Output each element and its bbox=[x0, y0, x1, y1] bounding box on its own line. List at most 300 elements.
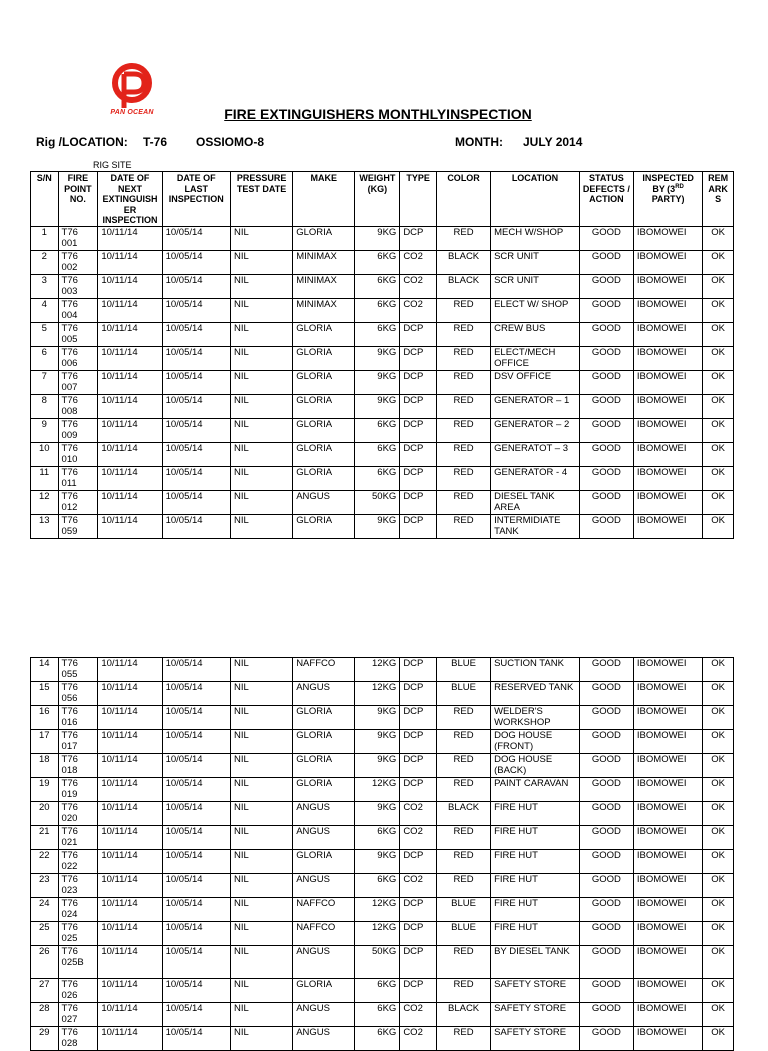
last-inspection-cell: 10/05/14 bbox=[162, 394, 230, 418]
last-inspection-cell: 10/05/14 bbox=[162, 442, 230, 466]
color-cell: RED bbox=[437, 706, 491, 730]
type-cell: DCP bbox=[400, 946, 437, 979]
type-cell: CO2 bbox=[400, 826, 437, 850]
last-inspection-cell: 10/05/14 bbox=[162, 874, 230, 898]
next-inspection-cell: 10/11/14 bbox=[98, 394, 162, 418]
sn-cell: 5 bbox=[31, 322, 59, 346]
sn-cell: 28 bbox=[31, 1003, 59, 1027]
last-inspection-cell: 10/05/14 bbox=[162, 250, 230, 274]
remarks-cell: OK bbox=[703, 682, 734, 706]
location-cell: FIRE HUT bbox=[491, 826, 580, 850]
status-cell: GOOD bbox=[579, 1027, 633, 1051]
last-inspection-cell: 10/05/14 bbox=[162, 979, 230, 1003]
table-row bbox=[31, 322, 734, 346]
last-inspection-cell: 10/05/14 bbox=[162, 418, 230, 442]
status-cell: GOOD bbox=[579, 394, 633, 418]
weight-cell: 6KG bbox=[355, 979, 400, 1003]
table-row bbox=[31, 754, 734, 778]
table-row bbox=[31, 922, 734, 946]
inspection-table-2 bbox=[30, 657, 734, 1051]
table-row bbox=[31, 514, 734, 538]
fire-point-cell: T76 008 bbox=[58, 394, 98, 418]
next-inspection-cell: 10/11/14 bbox=[98, 946, 162, 979]
pressure-test-cell: NIL bbox=[230, 658, 292, 682]
remarks-cell: OK bbox=[703, 850, 734, 874]
next-inspection-cell: 10/11/14 bbox=[98, 802, 162, 826]
status-cell: GOOD bbox=[579, 250, 633, 274]
inspected-by-cell: IBOMOWEI bbox=[633, 898, 702, 922]
type-cell: CO2 bbox=[400, 1027, 437, 1051]
pressure-test-cell: NIL bbox=[230, 250, 292, 274]
fire-point-cell: T76 026 bbox=[58, 979, 98, 1003]
color-cell: RED bbox=[437, 418, 491, 442]
status-cell: GOOD bbox=[579, 346, 633, 370]
remarks-cell: OK bbox=[703, 1027, 734, 1051]
inspected-by-cell: IBOMOWEI bbox=[633, 466, 702, 490]
col-header-weight: WEIGHT (KG) bbox=[355, 172, 400, 227]
status-cell: GOOD bbox=[579, 274, 633, 298]
col-header-status: STATUS DEFECTS / ACTION bbox=[579, 172, 633, 227]
logo-caption: PAN OCEAN bbox=[110, 109, 154, 116]
make-cell: GLORIA bbox=[293, 979, 355, 1003]
make-cell: ANGUS bbox=[293, 826, 355, 850]
pressure-test-cell: NIL bbox=[230, 442, 292, 466]
fire-point-cell: T76 028 bbox=[58, 1027, 98, 1051]
sn-cell: 7 bbox=[31, 370, 59, 394]
status-cell: GOOD bbox=[579, 682, 633, 706]
pressure-test-cell: NIL bbox=[230, 826, 292, 850]
table-row bbox=[31, 979, 734, 1003]
pressure-test-cell: NIL bbox=[230, 274, 292, 298]
color-cell: RED bbox=[437, 226, 491, 250]
type-cell: DCP bbox=[400, 466, 437, 490]
last-inspection-cell: 10/05/14 bbox=[162, 1027, 230, 1051]
remarks-cell: OK bbox=[703, 322, 734, 346]
remarks-cell: OK bbox=[703, 442, 734, 466]
weight-cell: 6KG bbox=[355, 1027, 400, 1051]
next-inspection-cell: 10/11/14 bbox=[98, 1027, 162, 1051]
fire-point-cell: T76 011 bbox=[58, 466, 98, 490]
remarks-cell: OK bbox=[703, 874, 734, 898]
next-inspection-cell: 10/11/14 bbox=[98, 922, 162, 946]
fire-point-cell: T76 016 bbox=[58, 706, 98, 730]
weight-cell: 6KG bbox=[355, 322, 400, 346]
color-cell: RED bbox=[437, 874, 491, 898]
fire-point-cell: T76 025 bbox=[58, 922, 98, 946]
weight-cell: 12KG bbox=[355, 778, 400, 802]
col-header-color: COLOR bbox=[437, 172, 491, 227]
table-row bbox=[31, 1027, 734, 1051]
make-cell: GLORIA bbox=[293, 466, 355, 490]
make-cell: ANGUS bbox=[293, 874, 355, 898]
table-row bbox=[31, 658, 734, 682]
rig-value: T-76 bbox=[143, 135, 168, 149]
next-inspection-cell: 10/11/14 bbox=[98, 346, 162, 370]
color-cell: RED bbox=[437, 346, 491, 370]
status-cell: GOOD bbox=[579, 442, 633, 466]
fire-point-cell: T76 020 bbox=[58, 802, 98, 826]
sn-cell: 6 bbox=[31, 346, 59, 370]
inspected-by-cell: IBOMOWEI bbox=[633, 922, 702, 946]
table-row bbox=[31, 490, 734, 514]
remarks-cell: OK bbox=[703, 658, 734, 682]
pressure-test-cell: NIL bbox=[230, 418, 292, 442]
status-cell: GOOD bbox=[579, 874, 633, 898]
pressure-test-cell: NIL bbox=[230, 922, 292, 946]
remarks-cell: OK bbox=[703, 778, 734, 802]
table-row bbox=[31, 946, 734, 979]
inspected-by-cell: IBOMOWEI bbox=[633, 1027, 702, 1051]
inspected-by-cell: IBOMOWEI bbox=[633, 418, 702, 442]
inspected-by-cell: IBOMOWEI bbox=[633, 706, 702, 730]
type-cell: CO2 bbox=[400, 298, 437, 322]
fire-point-cell: T76 055 bbox=[58, 658, 98, 682]
pressure-test-cell: NIL bbox=[230, 490, 292, 514]
status-cell: GOOD bbox=[579, 922, 633, 946]
sn-cell: 21 bbox=[31, 826, 59, 850]
inspected-by-cell: IBOMOWEI bbox=[633, 1003, 702, 1027]
fire-point-cell: T76 002 bbox=[58, 250, 98, 274]
col-header-fire-point: FIRE POINT NO. bbox=[58, 172, 98, 227]
status-cell: GOOD bbox=[579, 730, 633, 754]
type-cell: DCP bbox=[400, 922, 437, 946]
last-inspection-cell: 10/05/14 bbox=[162, 754, 230, 778]
color-cell: RED bbox=[437, 826, 491, 850]
weight-cell: 6KG bbox=[355, 826, 400, 850]
make-cell: GLORIA bbox=[293, 226, 355, 250]
weight-cell: 9KG bbox=[355, 514, 400, 538]
type-cell: DCP bbox=[400, 394, 437, 418]
weight-cell: 6KG bbox=[355, 874, 400, 898]
col-header-make: MAKE bbox=[293, 172, 355, 227]
color-cell: RED bbox=[437, 754, 491, 778]
next-inspection-cell: 10/11/14 bbox=[98, 466, 162, 490]
fire-point-cell: T76 059 bbox=[58, 514, 98, 538]
make-cell: ANGUS bbox=[293, 1003, 355, 1027]
last-inspection-cell: 10/05/14 bbox=[162, 946, 230, 979]
month-label: MONTH: bbox=[455, 135, 503, 149]
inspected-by-cell: IBOMOWEI bbox=[633, 298, 702, 322]
location-cell: ELECT/MECH OFFICE bbox=[491, 346, 580, 370]
next-inspection-cell: 10/11/14 bbox=[98, 850, 162, 874]
sn-cell: 10 bbox=[31, 442, 59, 466]
weight-cell: 9KG bbox=[355, 370, 400, 394]
inspected-by-cell: IBOMOWEI bbox=[633, 250, 702, 274]
sn-cell: 27 bbox=[31, 979, 59, 1003]
weight-cell: 9KG bbox=[355, 346, 400, 370]
col-header-pressure: PRESSURE TEST DATE bbox=[230, 172, 292, 227]
inspected-by-cell: IBOMOWEI bbox=[633, 754, 702, 778]
sn-cell: 2 bbox=[31, 250, 59, 274]
inspected-by-cell: IBOMOWEI bbox=[633, 802, 702, 826]
last-inspection-cell: 10/05/14 bbox=[162, 370, 230, 394]
make-cell: MINIMAX bbox=[293, 274, 355, 298]
weight-cell: 6KG bbox=[355, 418, 400, 442]
remarks-cell: OK bbox=[703, 898, 734, 922]
inspected-by-cell: IBOMOWEI bbox=[633, 778, 702, 802]
last-inspection-cell: 10/05/14 bbox=[162, 850, 230, 874]
make-cell: ANGUS bbox=[293, 946, 355, 979]
inspected-by-cell: IBOMOWEI bbox=[633, 730, 702, 754]
color-cell: BLUE bbox=[437, 922, 491, 946]
type-cell: DCP bbox=[400, 754, 437, 778]
next-inspection-cell: 10/11/14 bbox=[98, 730, 162, 754]
sn-cell: 22 bbox=[31, 850, 59, 874]
color-cell: BLUE bbox=[437, 658, 491, 682]
type-cell: DCP bbox=[400, 850, 437, 874]
location-cell: FIRE HUT bbox=[491, 898, 580, 922]
location-cell: SUCTION TANK bbox=[491, 658, 580, 682]
fire-point-cell: T76 009 bbox=[58, 418, 98, 442]
sn-cell: 4 bbox=[31, 298, 59, 322]
col-header-type: TYPE bbox=[400, 172, 437, 227]
pressure-test-cell: NIL bbox=[230, 850, 292, 874]
location-cell: ELECT W/ SHOP bbox=[491, 298, 580, 322]
pressure-test-cell: NIL bbox=[230, 514, 292, 538]
location-cell: BY DIESEL TANK bbox=[491, 946, 580, 979]
make-cell: GLORIA bbox=[293, 418, 355, 442]
remarks-cell: OK bbox=[703, 418, 734, 442]
table-row bbox=[31, 850, 734, 874]
color-cell: BLACK bbox=[437, 274, 491, 298]
pressure-test-cell: NIL bbox=[230, 466, 292, 490]
col-header-sn: S/N bbox=[31, 172, 59, 227]
next-inspection-cell: 10/11/14 bbox=[98, 250, 162, 274]
location-cell: CREW BUS bbox=[491, 322, 580, 346]
table-row bbox=[31, 730, 734, 754]
type-cell: CO2 bbox=[400, 874, 437, 898]
pressure-test-cell: NIL bbox=[230, 298, 292, 322]
inspected-by-cell: IBOMOWEI bbox=[633, 370, 702, 394]
color-cell: RED bbox=[437, 730, 491, 754]
last-inspection-cell: 10/05/14 bbox=[162, 826, 230, 850]
remarks-cell: OK bbox=[703, 826, 734, 850]
make-cell: GLORIA bbox=[293, 850, 355, 874]
type-cell: DCP bbox=[400, 346, 437, 370]
status-cell: GOOD bbox=[579, 514, 633, 538]
type-cell: DCP bbox=[400, 370, 437, 394]
sn-cell: 23 bbox=[31, 874, 59, 898]
status-cell: GOOD bbox=[579, 1003, 633, 1027]
weight-cell: 6KG bbox=[355, 298, 400, 322]
remarks-cell: OK bbox=[703, 298, 734, 322]
remarks-cell: OK bbox=[703, 754, 734, 778]
location-cell: FIRE HUT bbox=[491, 874, 580, 898]
next-inspection-cell: 10/11/14 bbox=[98, 1003, 162, 1027]
sn-cell: 9 bbox=[31, 418, 59, 442]
remarks-cell: OK bbox=[703, 1003, 734, 1027]
type-cell: DCP bbox=[400, 226, 437, 250]
table-row bbox=[31, 1003, 734, 1027]
last-inspection-cell: 10/05/14 bbox=[162, 514, 230, 538]
sn-cell: 8 bbox=[31, 394, 59, 418]
sn-cell: 17 bbox=[31, 730, 59, 754]
type-cell: DCP bbox=[400, 442, 437, 466]
location-cell: MECH W/SHOP bbox=[491, 226, 580, 250]
location-cell: GENERATOR - 4 bbox=[491, 466, 580, 490]
color-cell: RED bbox=[437, 946, 491, 979]
sn-cell: 13 bbox=[31, 514, 59, 538]
location-cell: SAFETY STORE bbox=[491, 979, 580, 1003]
type-cell: CO2 bbox=[400, 250, 437, 274]
sn-cell: 14 bbox=[31, 658, 59, 682]
make-cell: MINIMAX bbox=[293, 250, 355, 274]
fire-point-cell: T76 024 bbox=[58, 898, 98, 922]
color-cell: RED bbox=[437, 1027, 491, 1051]
location-cell: GENERATOR – 2 bbox=[491, 418, 580, 442]
pressure-test-cell: NIL bbox=[230, 874, 292, 898]
make-cell: NAFFCO bbox=[293, 898, 355, 922]
next-inspection-cell: 10/11/14 bbox=[98, 442, 162, 466]
status-cell: GOOD bbox=[579, 826, 633, 850]
fire-point-cell: T76 017 bbox=[58, 730, 98, 754]
last-inspection-cell: 10/05/14 bbox=[162, 298, 230, 322]
fire-point-cell: T76 027 bbox=[58, 1003, 98, 1027]
status-cell: GOOD bbox=[579, 778, 633, 802]
next-inspection-cell: 10/11/14 bbox=[98, 322, 162, 346]
next-inspection-cell: 10/11/14 bbox=[98, 682, 162, 706]
last-inspection-cell: 10/05/14 bbox=[162, 466, 230, 490]
location-cell: SAFETY STORE bbox=[491, 1027, 580, 1051]
make-cell: GLORIA bbox=[293, 394, 355, 418]
make-cell: NAFFCO bbox=[293, 658, 355, 682]
table-row bbox=[31, 226, 734, 250]
remarks-cell: OK bbox=[703, 466, 734, 490]
weight-cell: 6KG bbox=[355, 274, 400, 298]
weight-cell: 50KG bbox=[355, 490, 400, 514]
next-inspection-cell: 10/11/14 bbox=[98, 370, 162, 394]
last-inspection-cell: 10/05/14 bbox=[162, 778, 230, 802]
table-row bbox=[31, 682, 734, 706]
status-cell: GOOD bbox=[579, 490, 633, 514]
inspected-by-cell: IBOMOWEI bbox=[633, 274, 702, 298]
location-cell: GENERATOR – 1 bbox=[491, 394, 580, 418]
inspected-by-cell: IBOMOWEI bbox=[633, 322, 702, 346]
status-cell: GOOD bbox=[579, 946, 633, 979]
make-cell: ANGUS bbox=[293, 682, 355, 706]
fire-point-cell: T76 056 bbox=[58, 682, 98, 706]
last-inspection-cell: 10/05/14 bbox=[162, 226, 230, 250]
remarks-cell: OK bbox=[703, 226, 734, 250]
pressure-test-cell: NIL bbox=[230, 898, 292, 922]
weight-cell: 9KG bbox=[355, 730, 400, 754]
table-row bbox=[31, 370, 734, 394]
color-cell: RED bbox=[437, 322, 491, 346]
type-cell: DCP bbox=[400, 490, 437, 514]
sn-cell: 25 bbox=[31, 922, 59, 946]
remarks-cell: OK bbox=[703, 514, 734, 538]
location-cell: WELDER'S WORKSHOP bbox=[491, 706, 580, 730]
color-cell: BLACK bbox=[437, 802, 491, 826]
weight-cell: 6KG bbox=[355, 250, 400, 274]
next-inspection-cell: 10/11/14 bbox=[98, 979, 162, 1003]
inspected-by-cell: IBOMOWEI bbox=[633, 946, 702, 979]
next-inspection-cell: 10/11/14 bbox=[98, 514, 162, 538]
weight-cell: 9KG bbox=[355, 706, 400, 730]
col-header-last-inspection: DATE OF LAST INSPECTION bbox=[162, 172, 230, 227]
make-cell: GLORIA bbox=[293, 754, 355, 778]
location-cell: GENERATOT – 3 bbox=[491, 442, 580, 466]
last-inspection-cell: 10/05/14 bbox=[162, 730, 230, 754]
location-cell: FIRE HUT bbox=[491, 850, 580, 874]
status-cell: GOOD bbox=[579, 898, 633, 922]
color-cell: RED bbox=[437, 442, 491, 466]
last-inspection-cell: 10/05/14 bbox=[162, 682, 230, 706]
make-cell: ANGUS bbox=[293, 1027, 355, 1051]
fire-point-cell: T76 003 bbox=[58, 274, 98, 298]
last-inspection-cell: 10/05/14 bbox=[162, 922, 230, 946]
pressure-test-cell: NIL bbox=[230, 1027, 292, 1051]
type-cell: DCP bbox=[400, 730, 437, 754]
make-cell: GLORIA bbox=[293, 730, 355, 754]
weight-cell: 12KG bbox=[355, 682, 400, 706]
sn-cell: 3 bbox=[31, 274, 59, 298]
status-cell: GOOD bbox=[579, 298, 633, 322]
sn-cell: 11 bbox=[31, 466, 59, 490]
remarks-cell: OK bbox=[703, 706, 734, 730]
pressure-test-cell: NIL bbox=[230, 394, 292, 418]
pressure-test-cell: NIL bbox=[230, 322, 292, 346]
type-cell: DCP bbox=[400, 322, 437, 346]
pressure-test-cell: NIL bbox=[230, 1003, 292, 1027]
table-row bbox=[31, 274, 734, 298]
status-cell: GOOD bbox=[579, 370, 633, 394]
pressure-test-cell: NIL bbox=[230, 730, 292, 754]
next-inspection-cell: 10/11/14 bbox=[98, 490, 162, 514]
inspected-by-cell: IBOMOWEI bbox=[633, 514, 702, 538]
remarks-cell: OK bbox=[703, 274, 734, 298]
weight-cell: 12KG bbox=[355, 898, 400, 922]
pressure-test-cell: NIL bbox=[230, 226, 292, 250]
next-inspection-cell: 10/11/14 bbox=[98, 778, 162, 802]
color-cell: RED bbox=[437, 979, 491, 1003]
inspected-by-cell: IBOMOWEI bbox=[633, 226, 702, 250]
location-cell: DOG HOUSE (FRONT) bbox=[491, 730, 580, 754]
type-cell: DCP bbox=[400, 514, 437, 538]
remarks-cell: OK bbox=[703, 730, 734, 754]
pressure-test-cell: NIL bbox=[230, 754, 292, 778]
weight-cell: 6KG bbox=[355, 1003, 400, 1027]
type-cell: CO2 bbox=[400, 274, 437, 298]
pressure-test-cell: NIL bbox=[230, 778, 292, 802]
weight-cell: 9KG bbox=[355, 802, 400, 826]
status-cell: GOOD bbox=[579, 850, 633, 874]
sn-cell: 19 bbox=[31, 778, 59, 802]
table-row bbox=[31, 706, 734, 730]
type-cell: CO2 bbox=[400, 802, 437, 826]
last-inspection-cell: 10/05/14 bbox=[162, 346, 230, 370]
inspected-by-cell: IBOMOWEI bbox=[633, 346, 702, 370]
table-row bbox=[31, 298, 734, 322]
weight-cell: 12KG bbox=[355, 658, 400, 682]
location-cell: DOG HOUSE (BACK) bbox=[491, 754, 580, 778]
table-row bbox=[31, 874, 734, 898]
inspected-by-cell: IBOMOWEI bbox=[633, 874, 702, 898]
make-cell: GLORIA bbox=[293, 778, 355, 802]
inspected-by-cell: IBOMOWEI bbox=[633, 490, 702, 514]
color-cell: BLUE bbox=[437, 898, 491, 922]
location-cell: PAINT CARAVAN bbox=[491, 778, 580, 802]
next-inspection-cell: 10/11/14 bbox=[98, 754, 162, 778]
sn-cell: 15 bbox=[31, 682, 59, 706]
weight-cell: 9KG bbox=[355, 754, 400, 778]
status-cell: GOOD bbox=[579, 466, 633, 490]
location-cell: SAFETY STORE bbox=[491, 1003, 580, 1027]
next-inspection-cell: 10/11/14 bbox=[98, 298, 162, 322]
fire-point-cell: T76 007 bbox=[58, 370, 98, 394]
make-cell: GLORIA bbox=[293, 322, 355, 346]
table-row bbox=[31, 394, 734, 418]
